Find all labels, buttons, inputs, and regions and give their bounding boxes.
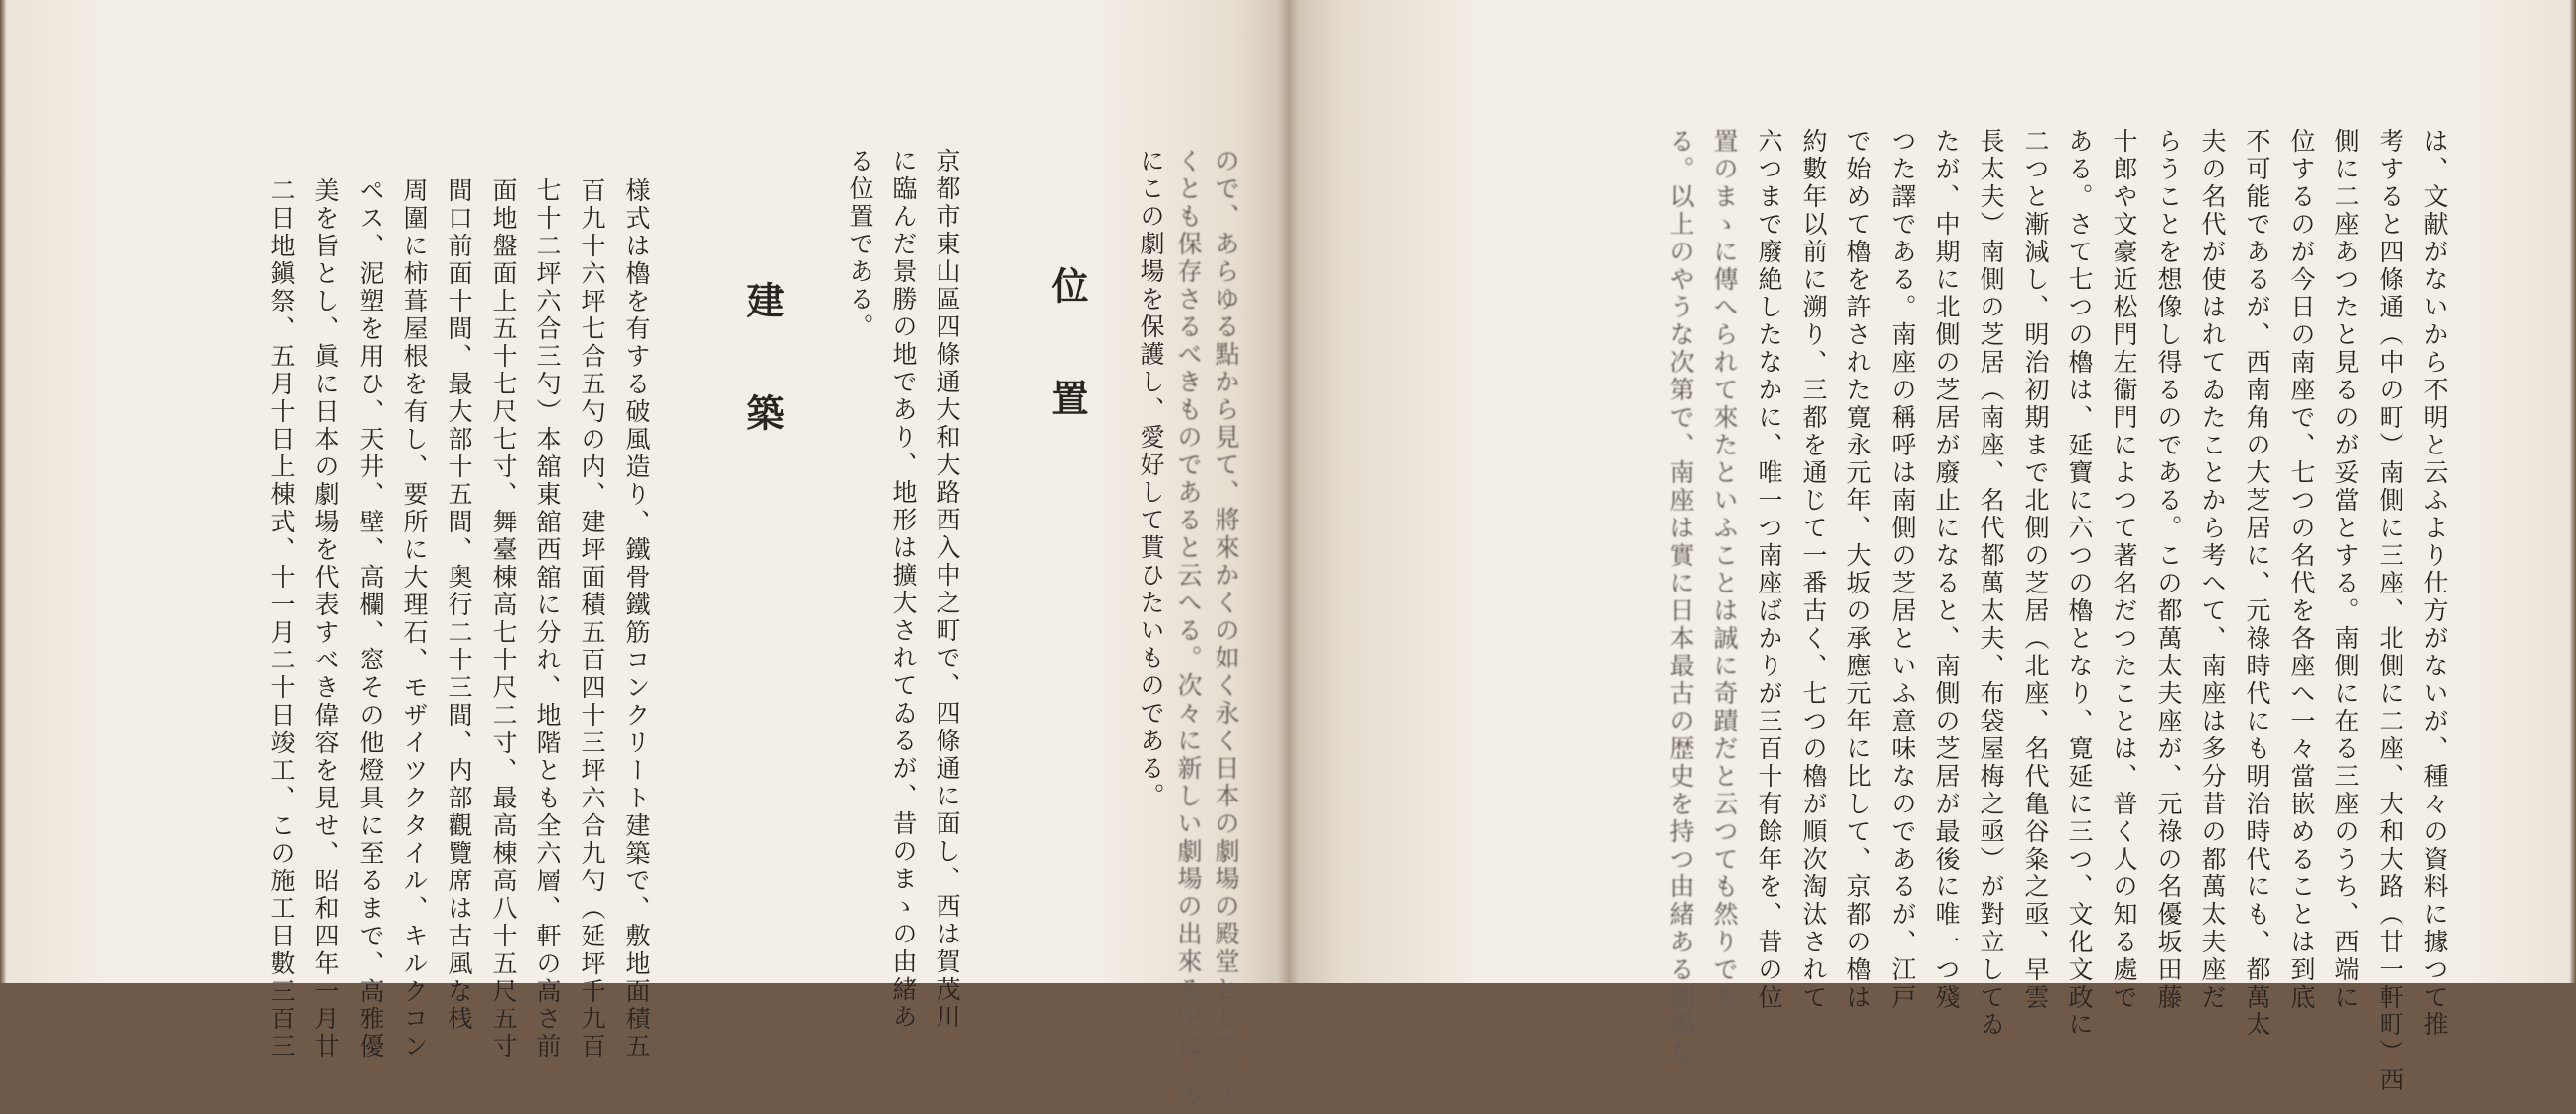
text-column: 周圍に柿葺屋根を有し、要所に大理石、モザイツクタイル、キルクコン xyxy=(400,177,429,1061)
text-column: 位するのが今日の南座で、七つの名代を各座へ一々當嵌めることは到底 xyxy=(2287,128,2316,1011)
text-column: ある。さて七つの櫓は、延寶に六つの櫓となり、寛延に三つ、文化文政に xyxy=(2065,128,2094,1039)
text-column: くとも保存さるべきものであると云へる。次々に新しい劇場の出來る中に、少 xyxy=(1174,148,1203,1114)
text-column: 側に二座あつたと見るのが妥當とする。南側に在る三座のうち、西端に xyxy=(2332,128,2360,1011)
text-column: 六つまで廢絶したなかに、唯一つ南座ばかりが三百十有餘年を、昔の位 xyxy=(1755,128,1783,1011)
text-column: 二日地鎭祭、五月十日上棟式、十一月二十日竣工、この施工日數三百三 xyxy=(267,177,296,1061)
text-column: ペス、泥塑を用ひ、天井、壁、高欄、窓その他燈具に至るまで、高雅優 xyxy=(356,177,384,1061)
text-column: 長太夫）南側の芝居（南座、名代都萬太夫、布袋屋梅之亟）が對立してゐ xyxy=(1977,128,2005,1039)
section-heading-location: 位 置 xyxy=(1045,266,1089,416)
text-column: 間口前面十間、最大部十五間、奥行二十三間、内部觀覽席は古風な桟 xyxy=(445,177,473,1033)
text-column: 置のまゝに傳へられて來たといふことは誠に奇蹟だと云つても然りであ xyxy=(1710,128,1739,1011)
text-column: つた譯である。南座の稱呼は南側の芝居といふ意味なのであるが、江戸 xyxy=(1888,128,1916,1011)
text-column: 夫の名代が使はれてゐたことから考へて、南座は多分昔の都萬太夫座だ xyxy=(2198,128,2227,1011)
text-column: 考すると四條通（中の町）南側に三座、北側に二座、大和大路（廿一軒町）西 xyxy=(2376,128,2404,1094)
text-column: 様式は櫓を有する破風造り、鐵骨鐵筋コンクリート建築で、敷地面積五 xyxy=(622,177,651,1061)
text-column: 不可能であるが、西南角の大芝居に、元祿時代にも明治時代にも、都萬太 xyxy=(2243,128,2271,1039)
text-column: 七十二坪六合三勺）本舘東舘西舘に分れ、地階とも全六層、軒の高さ前 xyxy=(533,177,562,1061)
text-column: 約數年以前に溯り、三都を通じて一番古く、七つの櫓が順次淘汰されて xyxy=(1799,128,1828,1011)
text-column: にこの劇場を保護し、愛好して貰ひたいものである。 xyxy=(1137,148,1165,810)
text-column: 美を旨とし、眞に日本の劇場を代表すべき偉容を見せ、昭和四年一月廿 xyxy=(312,177,340,1061)
text-column: る。以上のやうな次第で、南座は實に日本最古の歴史を持つ由緒ある劇場な xyxy=(1666,128,1695,1067)
text-column: らうことを想像し得るのである。この都萬太夫座が、元祿の名優坂田藤 xyxy=(2154,128,2183,1011)
text-column: ので、あらゆる點から見て、將來かくの如く永く日本の劇場の殿堂として、少 xyxy=(1212,148,1240,1114)
text-column: 百九十六坪七合五勺の内、建坪面積五百四十三坪六合九勺（延坪千九百 xyxy=(578,177,606,1061)
book-gutter xyxy=(1278,0,1299,983)
left-page xyxy=(6,0,1288,1114)
text-column: 十郎や文豪近松門左衞門によつて著名だつたことは、普く人の知る處で xyxy=(2110,128,2138,1011)
text-column: で始めて櫓を許された寛永元年、大坂の承應元年に比して、京都の櫓は xyxy=(1844,128,1872,1011)
text-column: に臨んだ景勝の地であり、地形は擴大されてゐるが、昔のまゝの由緒あ xyxy=(889,148,918,1031)
section-heading-building: 建 築 xyxy=(740,281,785,431)
text-column: 二つと漸減し、明治初期まで北側の芝居（北座、名代亀谷粂之亟、早雲 xyxy=(2021,128,2050,1011)
text-column: 京都市東山區四條通大和大路西入中之町で、四條通に面し、西は賀茂川 xyxy=(933,148,961,1031)
right-page xyxy=(1288,0,2570,1094)
text-column: たが、中期に北側の芝居が廢止になると、南側の芝居が最後に唯一つ殘 xyxy=(1932,128,1961,1011)
text-column: る位置である。 xyxy=(846,148,874,341)
text-column: は、文献がないから不明と云ふより仕方がないが、種々の資料に據つて推 xyxy=(2420,128,2449,1039)
text-column: 面地盤面上五十七尺七寸、舞臺棟高七十尺二寸、最高棟高八十五尺五寸 xyxy=(489,177,518,1061)
